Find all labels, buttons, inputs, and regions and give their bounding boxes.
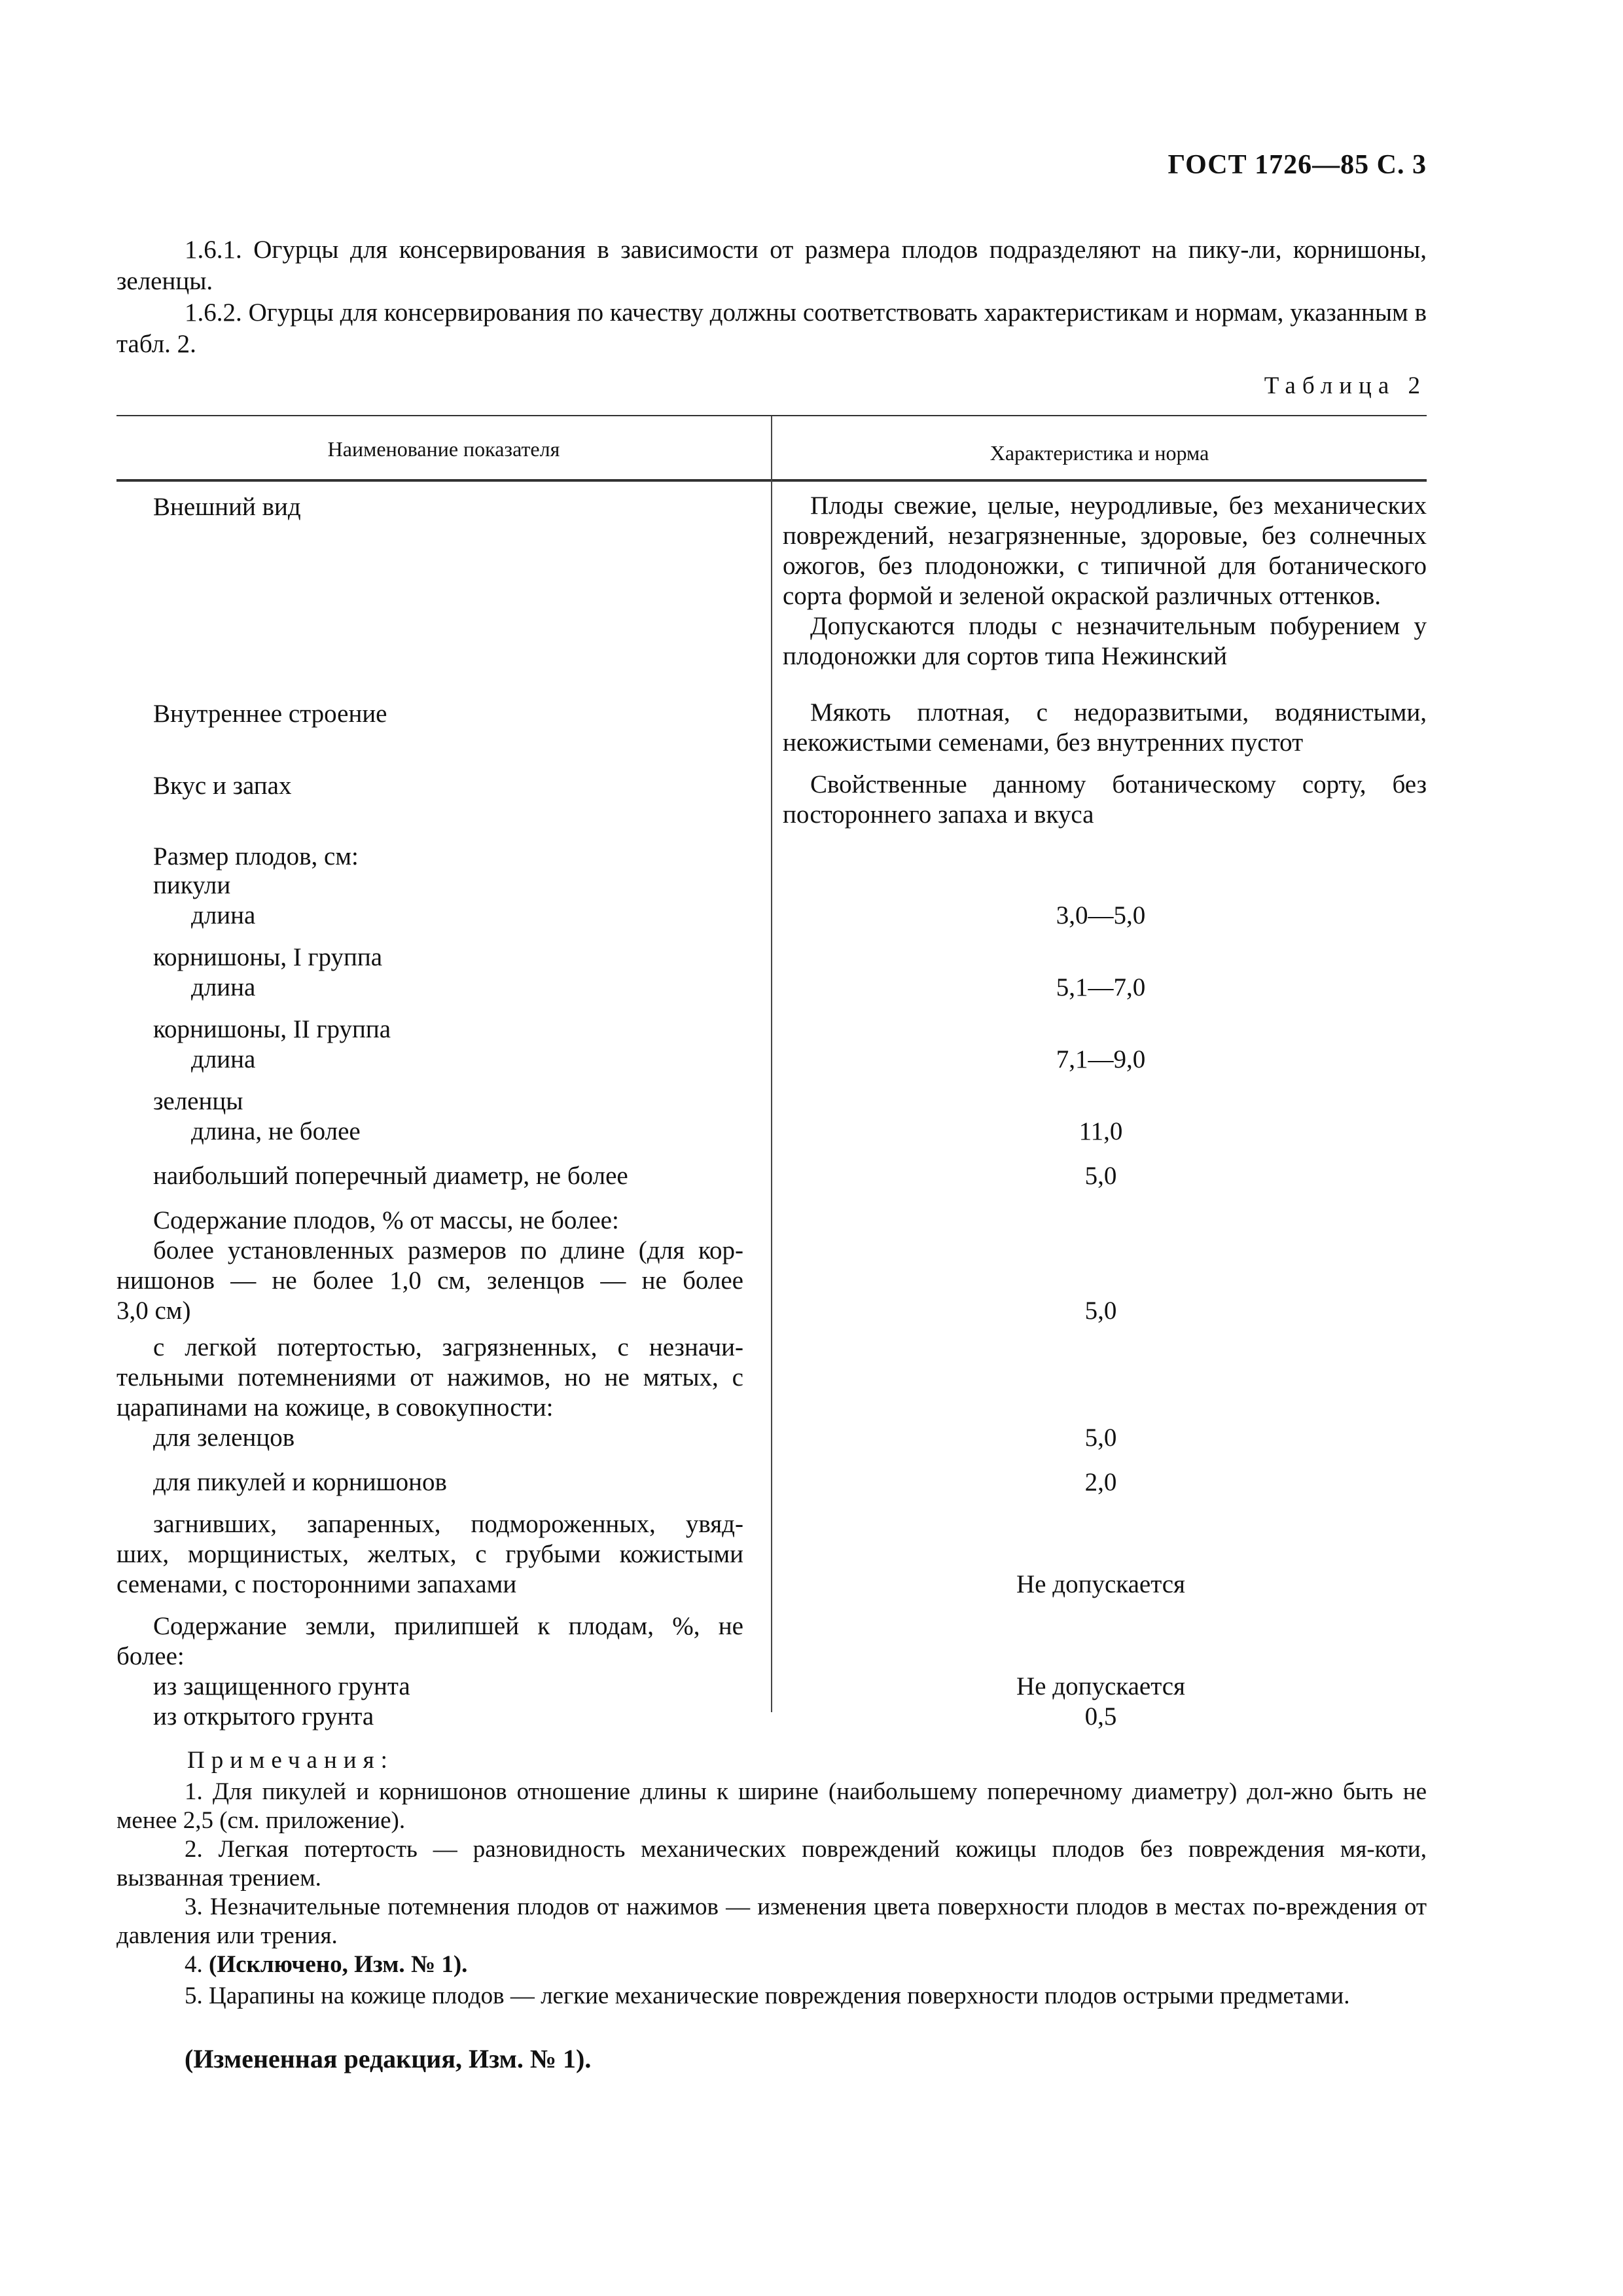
row-greens-length-label: длина, не более — [191, 1117, 361, 1145]
note-4-excluded: (Исключено, Изм. № 1). — [209, 1951, 468, 1978]
column-header-norm: Характеристика и норма — [990, 441, 1209, 465]
row-oversize-line-3: 3,0 см) — [116, 1297, 191, 1325]
row-soil-open-value: 0,5 — [1084, 1702, 1117, 1731]
row-greens-length-value: 11,0 — [1079, 1117, 1123, 1145]
row-rotten-line-3: семенами, с посторонними запахами — [116, 1570, 517, 1598]
note-1: 1. Для пикулей и корнишонов отношение длины к ширине (наибольшему поперечному диаметру) дол-жно быть не менее 2,5 (см. приложение). — [116, 1778, 1427, 1834]
document-page — [116, 0, 1427, 2296]
row-gherkins-1-length-label: длина — [191, 973, 256, 1001]
row-soil-protected-label: из защищенного грунта — [153, 1672, 410, 1700]
row-appearance-name: Внешний вид — [153, 493, 301, 521]
row-soil-title-line-2: более: — [116, 1642, 185, 1670]
row-appearance-desc — [783, 491, 1427, 672]
row-structure-desc: Мякоть плотная, с недоразвитыми, водянистыми, некожистыми семенами, без внутренних пустот — [783, 698, 1427, 757]
row-pickles: пикули — [153, 871, 231, 899]
row-pickles-length-value: 3,0—5,0 — [1056, 901, 1146, 929]
paragraph-text: 1.6.2. Огурцы для консервирования по качеству должны соответствовать характеристикам и нормам, указанным в табл. 2. — [116, 298, 1427, 358]
row-diameter-value: 5,0 — [1084, 1162, 1117, 1190]
row-gherkins-2-length-label: длина — [191, 1045, 256, 1073]
row-structure-name: Внутреннее строение — [153, 700, 387, 728]
page-header: ГОСТ 1726—85 С. 3 — [1168, 150, 1427, 180]
row-gherkins-2-length-value: 7,1—9,0 — [1056, 1045, 1146, 1073]
note-5: 5. Царапины на кожице плодов — легкие механические повреждения поверхности плодов острыми предметами. — [185, 1982, 1350, 2009]
row-pickles-length-label: длина — [191, 901, 256, 929]
row-rotten-line-1: загнивших, запаренных, подмороженных, увяд- — [153, 1510, 743, 1538]
amendment-note: (Измененная редакция, Изм. № 1). — [185, 2044, 592, 2073]
row-damaged-line-2: тельными потемнениями от нажимов, но не мятых, с — [116, 1363, 743, 1391]
notes-title: Примечания: — [187, 1747, 394, 1774]
row-damaged-line-3: царапинами на кожице, в совокупности: — [116, 1393, 554, 1422]
row-soil-protected-value: Не допускается — [1016, 1672, 1185, 1700]
row-content-title: Содержание плодов, % от массы, не более: — [153, 1206, 619, 1234]
row-for-pickles-label: для пикулей и корнишонов — [153, 1468, 447, 1496]
row-soil-open-label: из открытого грунта — [153, 1702, 374, 1731]
note-2: 2. Легкая потертость — разновидность механических повреждений кожицы плодов без повреждения мя-коти, вызванная трением. — [116, 1836, 1427, 1892]
row-gherkins-1: корнишоны, I группа — [153, 943, 383, 971]
paragraph-1-6-2 — [116, 297, 1427, 360]
note-4: 4. (Исключено, Изм. № 1). — [185, 1951, 468, 1978]
table-label: Таблица 2 — [1264, 372, 1427, 399]
row-for-greens-value: 5,0 — [1084, 1424, 1117, 1452]
column-header-indicator: Наименование показателя — [327, 437, 560, 461]
appearance-allowance: Допускаются плоды с незначительным побурением у плодоножки для сортов типа Нежинский — [783, 612, 1427, 670]
row-soil-title-line-1: Содержание земли, прилипшей к плодам, %, не — [153, 1612, 743, 1640]
row-diameter-label: наибольший поперечный диаметр, не более — [153, 1162, 628, 1190]
appearance-text: Плоды свежие, целые, неуродливые, без механических повреждений, незагрязненные, здоровые, без солнечных ожогов, без плодоножки, с типичной для ботанического сорта формой и зеленой окраской различных оттенков. — [783, 492, 1427, 610]
row-damaged-line-1: с легкой потертостью, загрязненных, с незначи- — [153, 1333, 743, 1361]
row-size-title: Размер плодов, см: — [153, 842, 359, 870]
row-oversize-value: 5,0 — [1084, 1297, 1117, 1325]
row-rotten-value: Не допускается — [1016, 1570, 1185, 1598]
row-greens: зеленцы — [153, 1087, 243, 1115]
paragraph-text: 1.6.1. Огурцы для консервирования в зависимости от размера плодов подразделяют на пику-ли, корнишоны, зеленцы. — [116, 236, 1427, 295]
row-gherkins-1-length-value: 5,1—7,0 — [1056, 973, 1146, 1001]
row-taste-name: Вкус и запах — [153, 772, 292, 800]
paragraph-1-6-1 — [116, 234, 1427, 297]
row-for-pickles-value: 2,0 — [1084, 1468, 1117, 1496]
row-oversize-line-2: нишонов — не более 1,0 см, зеленцов — не более — [116, 1266, 743, 1295]
note-3: 3. Незначительные потемнения плодов от нажимов — изменения цвета поверхности плодов в местах по-вреждения от давления или трения. — [116, 1893, 1427, 1949]
row-taste-desc: Свойственные данному ботаническому сорту, без постороннего запаха и вкуса — [783, 770, 1427, 829]
row-for-greens-label: для зеленцов — [153, 1424, 295, 1452]
row-rotten-line-2: ших, морщинистых, желтых, с грубыми кожистыми — [116, 1540, 743, 1568]
row-gherkins-2: корнишоны, II группа — [153, 1015, 391, 1043]
row-oversize-line-1: более установленных размеров по длине (для кор- — [153, 1236, 743, 1265]
